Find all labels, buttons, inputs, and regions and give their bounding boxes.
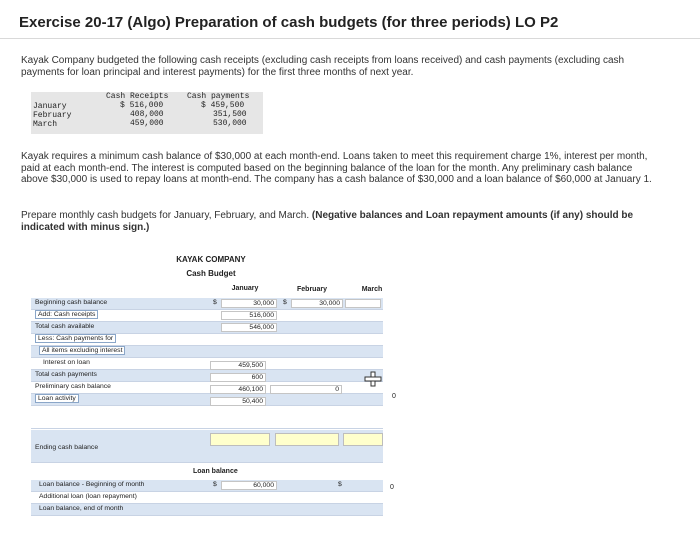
data-header-payments: Cash payments bbox=[187, 92, 250, 101]
data-month: February bbox=[33, 111, 72, 120]
budget-row bbox=[31, 406, 383, 429]
instruction-text bbox=[21, 210, 661, 233]
row-label: Preliminary cash balance bbox=[35, 383, 111, 390]
jan-items-excluding-interest[interactable]: 459,500 bbox=[210, 361, 266, 370]
jan-beginning-cash[interactable]: 30,000 bbox=[221, 299, 277, 308]
data-payments: $ 459,500 bbox=[201, 101, 245, 110]
row-label[interactable]: Less: Cash payments for bbox=[35, 334, 116, 343]
loan-row bbox=[31, 480, 383, 492]
budget-row bbox=[31, 394, 383, 406]
row-label: Total cash available bbox=[35, 323, 95, 330]
data-header-receipts: Cash Receipts bbox=[106, 92, 169, 101]
budget-row bbox=[31, 370, 383, 382]
jan-loan-beginning[interactable]: 60,000 bbox=[221, 481, 277, 490]
data-month: March bbox=[33, 120, 58, 129]
currency-symbol: $ bbox=[213, 299, 217, 306]
data-receipts: $ 516,000 bbox=[120, 101, 164, 110]
budget-row bbox=[31, 310, 383, 322]
loan-row bbox=[31, 492, 383, 504]
data-receipts: 408,000 bbox=[130, 110, 164, 119]
row-label[interactable]: Add: Cash receipts bbox=[35, 310, 98, 319]
mar-total-cash-payments: 0 bbox=[392, 393, 396, 400]
mar-beginning-cash[interactable] bbox=[345, 299, 381, 308]
data-receipts: 459,000 bbox=[130, 119, 164, 128]
data-month: January bbox=[33, 102, 67, 111]
jan-loan-activity-input[interactable] bbox=[210, 433, 270, 446]
intro-text: Kayak Company budgeted the following cash receipts (excluding cash receipts from loans received) and cash payments (excluding cash payments for loan principal and interest payments) for the first three months of next year. bbox=[21, 55, 625, 78]
budget-row bbox=[31, 334, 383, 346]
row-label: Ending cash balance bbox=[35, 444, 99, 451]
jan-preliminary-cash-balance[interactable]: 50,400 bbox=[210, 397, 266, 406]
row-label: Beginning cash balance bbox=[35, 299, 108, 306]
col-march: March bbox=[361, 286, 383, 293]
feb-total-cash-payments[interactable]: 0 bbox=[270, 385, 342, 394]
loan-balance-title: Loan balance bbox=[193, 468, 238, 475]
row-label: Loan balance - Beginning of month bbox=[39, 481, 145, 488]
budget-row bbox=[31, 298, 383, 310]
currency-symbol: $ bbox=[338, 481, 342, 488]
company-name: KAYAK COMPANY bbox=[176, 255, 246, 264]
budget-subtitle: Cash Budget bbox=[186, 269, 236, 278]
feb-beginning-cash[interactable]: 30,000 bbox=[291, 299, 343, 308]
divider bbox=[0, 38, 700, 39]
jan-cash-receipts[interactable]: 516,000 bbox=[221, 311, 277, 320]
budget-row bbox=[31, 358, 383, 370]
row-label[interactable]: All items excluding interest bbox=[39, 346, 125, 355]
row-label[interactable]: Loan activity bbox=[35, 394, 79, 403]
budget-row bbox=[31, 346, 383, 358]
feb-loan-activity-input[interactable] bbox=[275, 433, 339, 446]
page-title: Exercise 20-17 (Algo) Preparation of cash budgets (for three periods) LO P2 bbox=[19, 14, 559, 31]
mar-loan-activity-input[interactable] bbox=[343, 433, 383, 446]
data-payments: 351,500 bbox=[213, 110, 247, 119]
plus-cursor-icon bbox=[362, 371, 384, 387]
jan-interest-on-loan[interactable]: 600 bbox=[210, 373, 266, 382]
jan-total-cash-available[interactable]: 546,000 bbox=[221, 323, 277, 332]
currency-symbol: $ bbox=[213, 481, 217, 488]
jan-total-cash-payments[interactable]: 460,100 bbox=[210, 385, 266, 394]
data-payments: 530,000 bbox=[213, 119, 247, 128]
worksheet-header bbox=[31, 248, 383, 298]
instruction-bold: (Negative balances and Loan repayment amounts (if any) should be indicated with minus sign.) bbox=[21, 210, 634, 233]
requirements-text: Kayak requires a minimum cash balance of $30,000 at each month-end. Loans taken to meet this requirement charge 1%, interest per month, paid at each month-end. The interest is computed based on the beginning balance of the loan for the month. Any preliminary cash balance above $30,000 is used to repay loans at month-end. The company has a cash balance of $30,000 and a loan balance of $60,000 at January 1. bbox=[21, 151, 652, 185]
loan-row bbox=[31, 504, 383, 516]
row-label: Loan balance, end of month bbox=[39, 505, 124, 512]
row-label: Total cash payments bbox=[35, 371, 97, 378]
row-label: Interest on loan bbox=[43, 359, 90, 366]
col-february: February bbox=[297, 286, 327, 293]
currency-symbol: $ bbox=[283, 299, 287, 306]
instruction-plain: Prepare monthly cash budgets for January, February, and March. bbox=[21, 210, 312, 221]
col-january: January bbox=[231, 285, 259, 292]
data-table bbox=[31, 92, 263, 134]
budget-row bbox=[31, 322, 383, 334]
mar-loan-beginning: 0 bbox=[390, 484, 394, 491]
row-label: Additional loan (loan repayment) bbox=[39, 493, 137, 500]
